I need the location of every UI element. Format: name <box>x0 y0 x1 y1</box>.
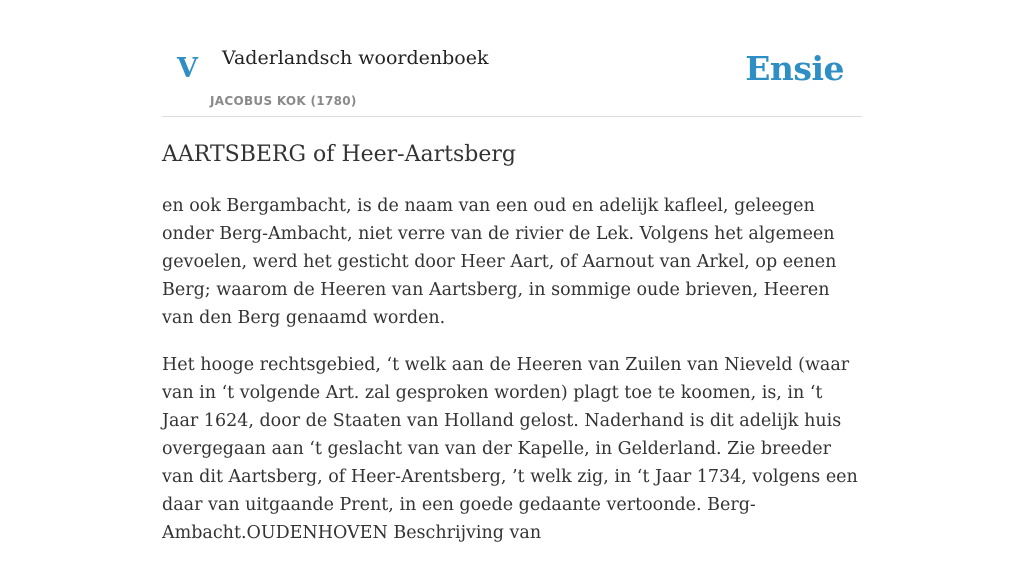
entry-paragraph: Het hooge rechtsgebied, ‘t welk aan de Heeren van Zuilen van Nieveld (waar van in ‘t volgende Art. zal gesproken worden) plagt toe te koomen, is, in ‘t Jaar 1624, door de Staaten van Holland gelost. Naderhand is dit adelijk huis overgegaan aan ‘t geslacht van van der Kapelle, in Gelderland. Zie breeder van dit Aartsberg, of Heer-Arentsberg, ’t welk zig, in ‘t Jaar 1734, volgens een daar van uitgaande Prent, in een goede gedaante vertoonde. Berg-Ambacht.OUDENHOVEN Beschrijving van <box>162 355 858 543</box>
entry-paragraph: en ook Bergambacht, is de naam van een oud en adelijk kafleel, geleegen onder Berg-Ambacht, niet verre van de rivier de Lek. Volgens het algemeen gevoelen, werd het gesticht door Heer Aart, of Aarnout van Arkel, op eenen Berg; waarom de Heeren van Aartsberg, in sommige oude brieven, Heeren van den Berg genaamd worden. <box>162 196 837 328</box>
book-title-link[interactable]: Vaderlandsch woordenboek <box>222 47 489 69</box>
book-header <box>162 0 862 117</box>
ensie-logo-link[interactable]: Ensie <box>745 49 844 88</box>
book-letter-badge[interactable]: V <box>177 53 198 84</box>
book-author: JACOBUS KOK (1780) <box>210 94 357 108</box>
entry-title: AARTSBERG of Heer-Aartsberg <box>162 142 516 167</box>
entry-body <box>162 192 862 566</box>
